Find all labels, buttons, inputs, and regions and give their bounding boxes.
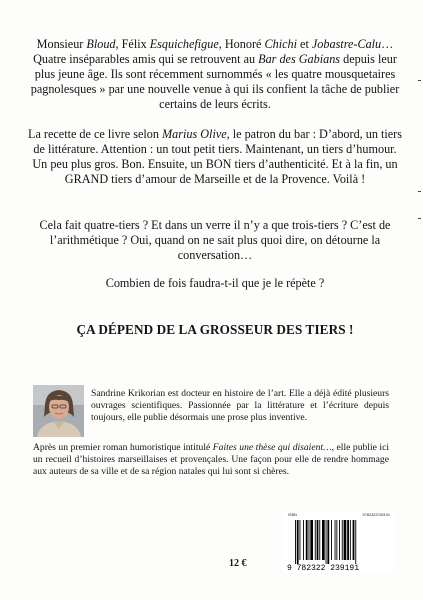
- italic-run: Faites une thèse qui disaient…: [212, 442, 332, 453]
- barcode-bar: [317, 520, 319, 560]
- barcode-bar: [319, 520, 320, 560]
- barcode-bar: [310, 520, 313, 560]
- barcode-bar: [306, 520, 308, 560]
- italic-run: Bar des Gabians: [258, 52, 341, 66]
- barcode-bar: [322, 520, 325, 560]
- isbn-caption: [288, 513, 390, 517]
- italic-run: Marius Olive: [162, 127, 227, 141]
- italic-run: Chichi: [264, 37, 297, 51]
- price-label: 12 €: [229, 558, 247, 569]
- isbn-label: ISBN: [288, 513, 297, 517]
- barcode-bars: [295, 520, 356, 564]
- crop-mark: [418, 218, 421, 219]
- barcode-bar: [344, 520, 347, 560]
- blurb-paragraph-2: La recette de ce livre selon Marius Olive, le patron du bar : D’abord, un tiers de littérature. Attention : un tout petit tiers. Maintenant, un tiers d’humour. Un peu plus gros. Bon. Ensuite, un BON tiers d’authenticité. Et à la fin, un GRAND tiers d’amour de Marseille et de la Provence. Voilà !: [28, 127, 402, 186]
- barcode-bar: [339, 520, 340, 560]
- barcode-bar: [331, 520, 332, 560]
- barcode-bar: [309, 520, 310, 560]
- barcode-bar: [303, 520, 304, 560]
- barcode-bar: [300, 520, 301, 560]
- barcode-bar: [355, 520, 356, 564]
- barcode-bar: [315, 520, 316, 560]
- barcode-bar: [342, 520, 343, 560]
- italic-run: Bloud: [86, 37, 116, 51]
- blurb-paragraph-4: Combien de fois faudra-t-il que je le répète ?: [105, 276, 325, 290]
- isbn-number-small: 9782322239191: [362, 513, 390, 517]
- author-bio: Sandrine Krikorian est docteur en histoire de l’art. Elle a déjà édité plusieurs ouvrages scientifiques. Passionnée par la littérature et l’écriture depuis toujours, elle publie désormais une prose plus inventive.: [91, 388, 389, 424]
- barcode-digits: 9 782322 239191: [287, 564, 360, 572]
- author-portrait-image: [33, 385, 84, 437]
- barcode-bar: [353, 520, 355, 560]
- barcode-graphic: [286, 520, 392, 572]
- isbn-barcode: [284, 511, 394, 573]
- author-photo: [33, 385, 84, 437]
- barcode-bar: [335, 520, 336, 560]
- barcode-bar: [297, 520, 299, 564]
- barcode-bar: [295, 520, 296, 564]
- headline: ÇA DÉPEND DE LA GROSSEUR DES TIERS !: [76, 322, 354, 337]
- crop-mark: [418, 80, 421, 81]
- crop-mark: [418, 191, 421, 192]
- barcode-bar: [350, 520, 351, 560]
- barcode-bar: [326, 520, 327, 564]
- blurb-paragraph-1: Monsieur Bloud, Félix Esquichefigue, Honoré Chichi et Jobastre-Calu… Quatre inséparables amis qui se retrouvent au Bar des Gabians depuis leur plus jeune âge. Ils sont récemment surnommés « les quatre mousquetaires pagnolesques » par une nouvelle venue à qui ils confient la tâche de publier certains de leurs écrits.: [30, 37, 400, 111]
- blurb-paragraph-3: Cela fait quatre-tiers ? Et dans un verre il n’y a que trois-tiers ? C’est de l’arithmétique ? Oui, quand on ne sait plus quoi dire, on détourne la conversation…: [39, 218, 391, 262]
- italic-run: Jobastre-Calu: [311, 37, 382, 51]
- book-description: Après un premier roman humoristique intitulé Faites une thèse qui disaient…, elle publie ici un recueil d’histoires marseillaises et provençales. Une façon pour elle de rendre hommage aux auteurs de sa ville et de sa région natales qui lui sont si chères.: [33, 442, 389, 478]
- barcode-bar: [336, 520, 337, 560]
- italic-run: Esquichefigue: [149, 37, 219, 51]
- barcode-bar: [327, 520, 329, 564]
- barcode-bar: [347, 520, 349, 560]
